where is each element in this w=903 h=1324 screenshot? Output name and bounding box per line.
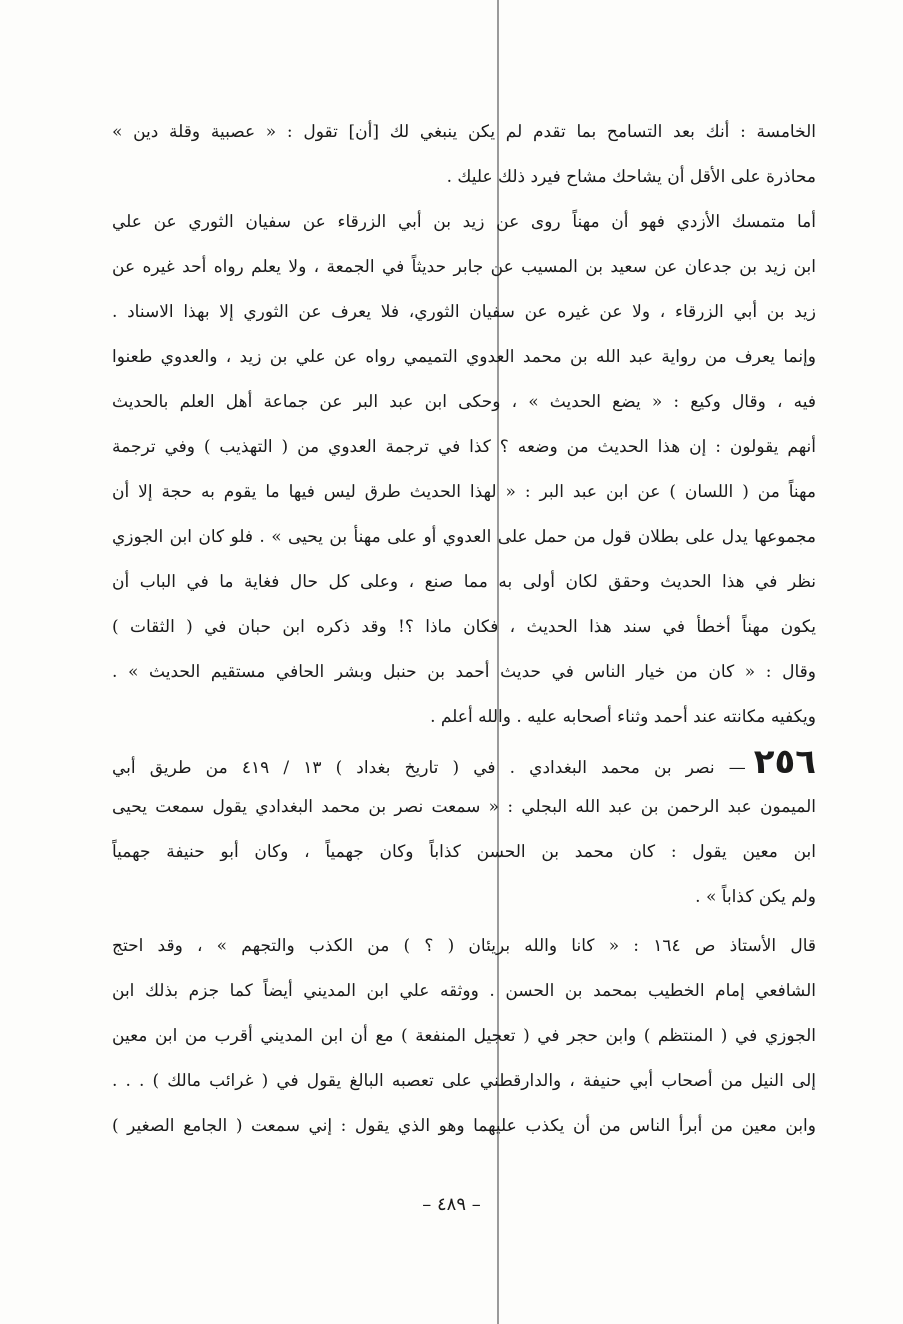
text-line: الخامسة : أنك بعد التسامح بما تقدم لم يكن ينبغي لك [أن] تقول : « عصبية وقلة دين »: [112, 122, 816, 142]
text-line: مهناً من ( اللسان ) عن ابن عبد البر : « لهذا الحديث طرق ليس فيها ما يقوم به حجة إلا أن: [112, 482, 816, 502]
text-line: ويكفيه مكانته عند أحمد وثناء أصحابه عليه . والله أعلم .: [430, 707, 816, 727]
text-line: يكون مهناً أخطأ في سند هذا الحديث ، فكان ماذا ؟! وقد ذكره ابن حبان في ( الثقات ): [112, 617, 816, 637]
page-number: – ٤٨٩ –: [422, 1194, 481, 1215]
text-line: وابن معين من أبرأ الناس من أن يكذب عليهما وهو الذي يقول : إني سمعت ( الجامع الصغير ): [112, 1116, 816, 1136]
entry-heading-line: [112, 740, 816, 785]
entry-number: ٢٥٦: [753, 742, 816, 782]
text-line: الشافعي إمام الخطيب بمحمد بن الحسن . ووثقه علي ابن المديني أيضاً كما جزم بذلك ابن: [112, 981, 816, 1001]
text-line: أما متمسك الأزدي فهو أن مهناً روى عن زيد بن أبي الزرقاء عن سفيان الثوري عن علي: [112, 212, 816, 232]
text-line: ابن زيد بن جدعان عن سعيد بن المسيب عن جابر حديثاً في الجمعة ، ولا يعلم رواه أحد غيره عن: [112, 257, 816, 277]
entry-heading-text: — نصر بن محمد البغدادي . في ( تاريخ بغداد ) ١٣ / ٤١٩ من طريق أبي: [112, 758, 746, 778]
text-line: وقال : « كان من خيار الناس في حديث أحمد بن حنبل وبشر الحافي مستقيم الحديث » .: [112, 662, 816, 682]
text-line: ولم يكن كذاباً » .: [695, 887, 816, 907]
text-line: قال الأستاذ ص ١٦٤ : « كانا والله بريئان ( ؟ ) من الكذب والتجهم » ، وقد احتج: [112, 936, 816, 956]
text-line: أنهم يقولون : إن هذا الحديث من وضعه ؟ كذا في ترجمة العدوي من ( التهذيب ) وفي ترجمة: [112, 437, 816, 457]
text-line: مجموعها يدل على بطلان قول من حمل على العدوي أو على مهنأ بن يحيى » . فلو كان ابن الجوزي: [112, 527, 816, 547]
text-line: الجوزي في ( المنتظم ) وابن حجر في ( تعجيل المنفعة ) مع أن ابن المديني أقرب من ابن معين: [112, 1026, 816, 1046]
text-line: محاذرة على الأقل أن يشاحك مشاح فيرد ذلك عليك .: [446, 167, 816, 187]
text-line: الميمون عبد الرحمن بن عبد الله البجلي : « سمعت نصر بن محمد البغدادي يقول سمعت يحيى: [112, 797, 816, 817]
text-line: نظر في هذا الحديث وحقق لكان أولى به مما صنع ، وعلى كل حال فغاية ما في الباب أن: [112, 572, 816, 592]
text-line: إلى النيل من أصحاب أبي حنيفة ، والدارقطني على تعصبه البالغ يقول في ( غرائب مالك ) . . .: [112, 1071, 816, 1091]
text-line: وإنما يعرف من رواية عبد الله بن محمد العدوي التميمي رواه عن علي بن زيد ، والعدوي طعنوا: [112, 347, 816, 367]
text-line: ابن معين يقول : كان محمد بن الحسن كذاباً وكان جهمياً ، وكان أبو حنيفة جهمياً: [112, 842, 816, 862]
text-line: فيه ، وقال وكيع : « يضع الحديث » ، وحكى ابن عبد البر عن جماعة أهل العلم بالحديث: [112, 392, 816, 412]
text-line: زيد بن أبي الزرقاء ، ولا عن غيره عن سفيان الثوري، فلا يعرف عن الثوري إلا بهذا الاسناد .: [112, 302, 816, 322]
page-text: [112, 110, 816, 1149]
